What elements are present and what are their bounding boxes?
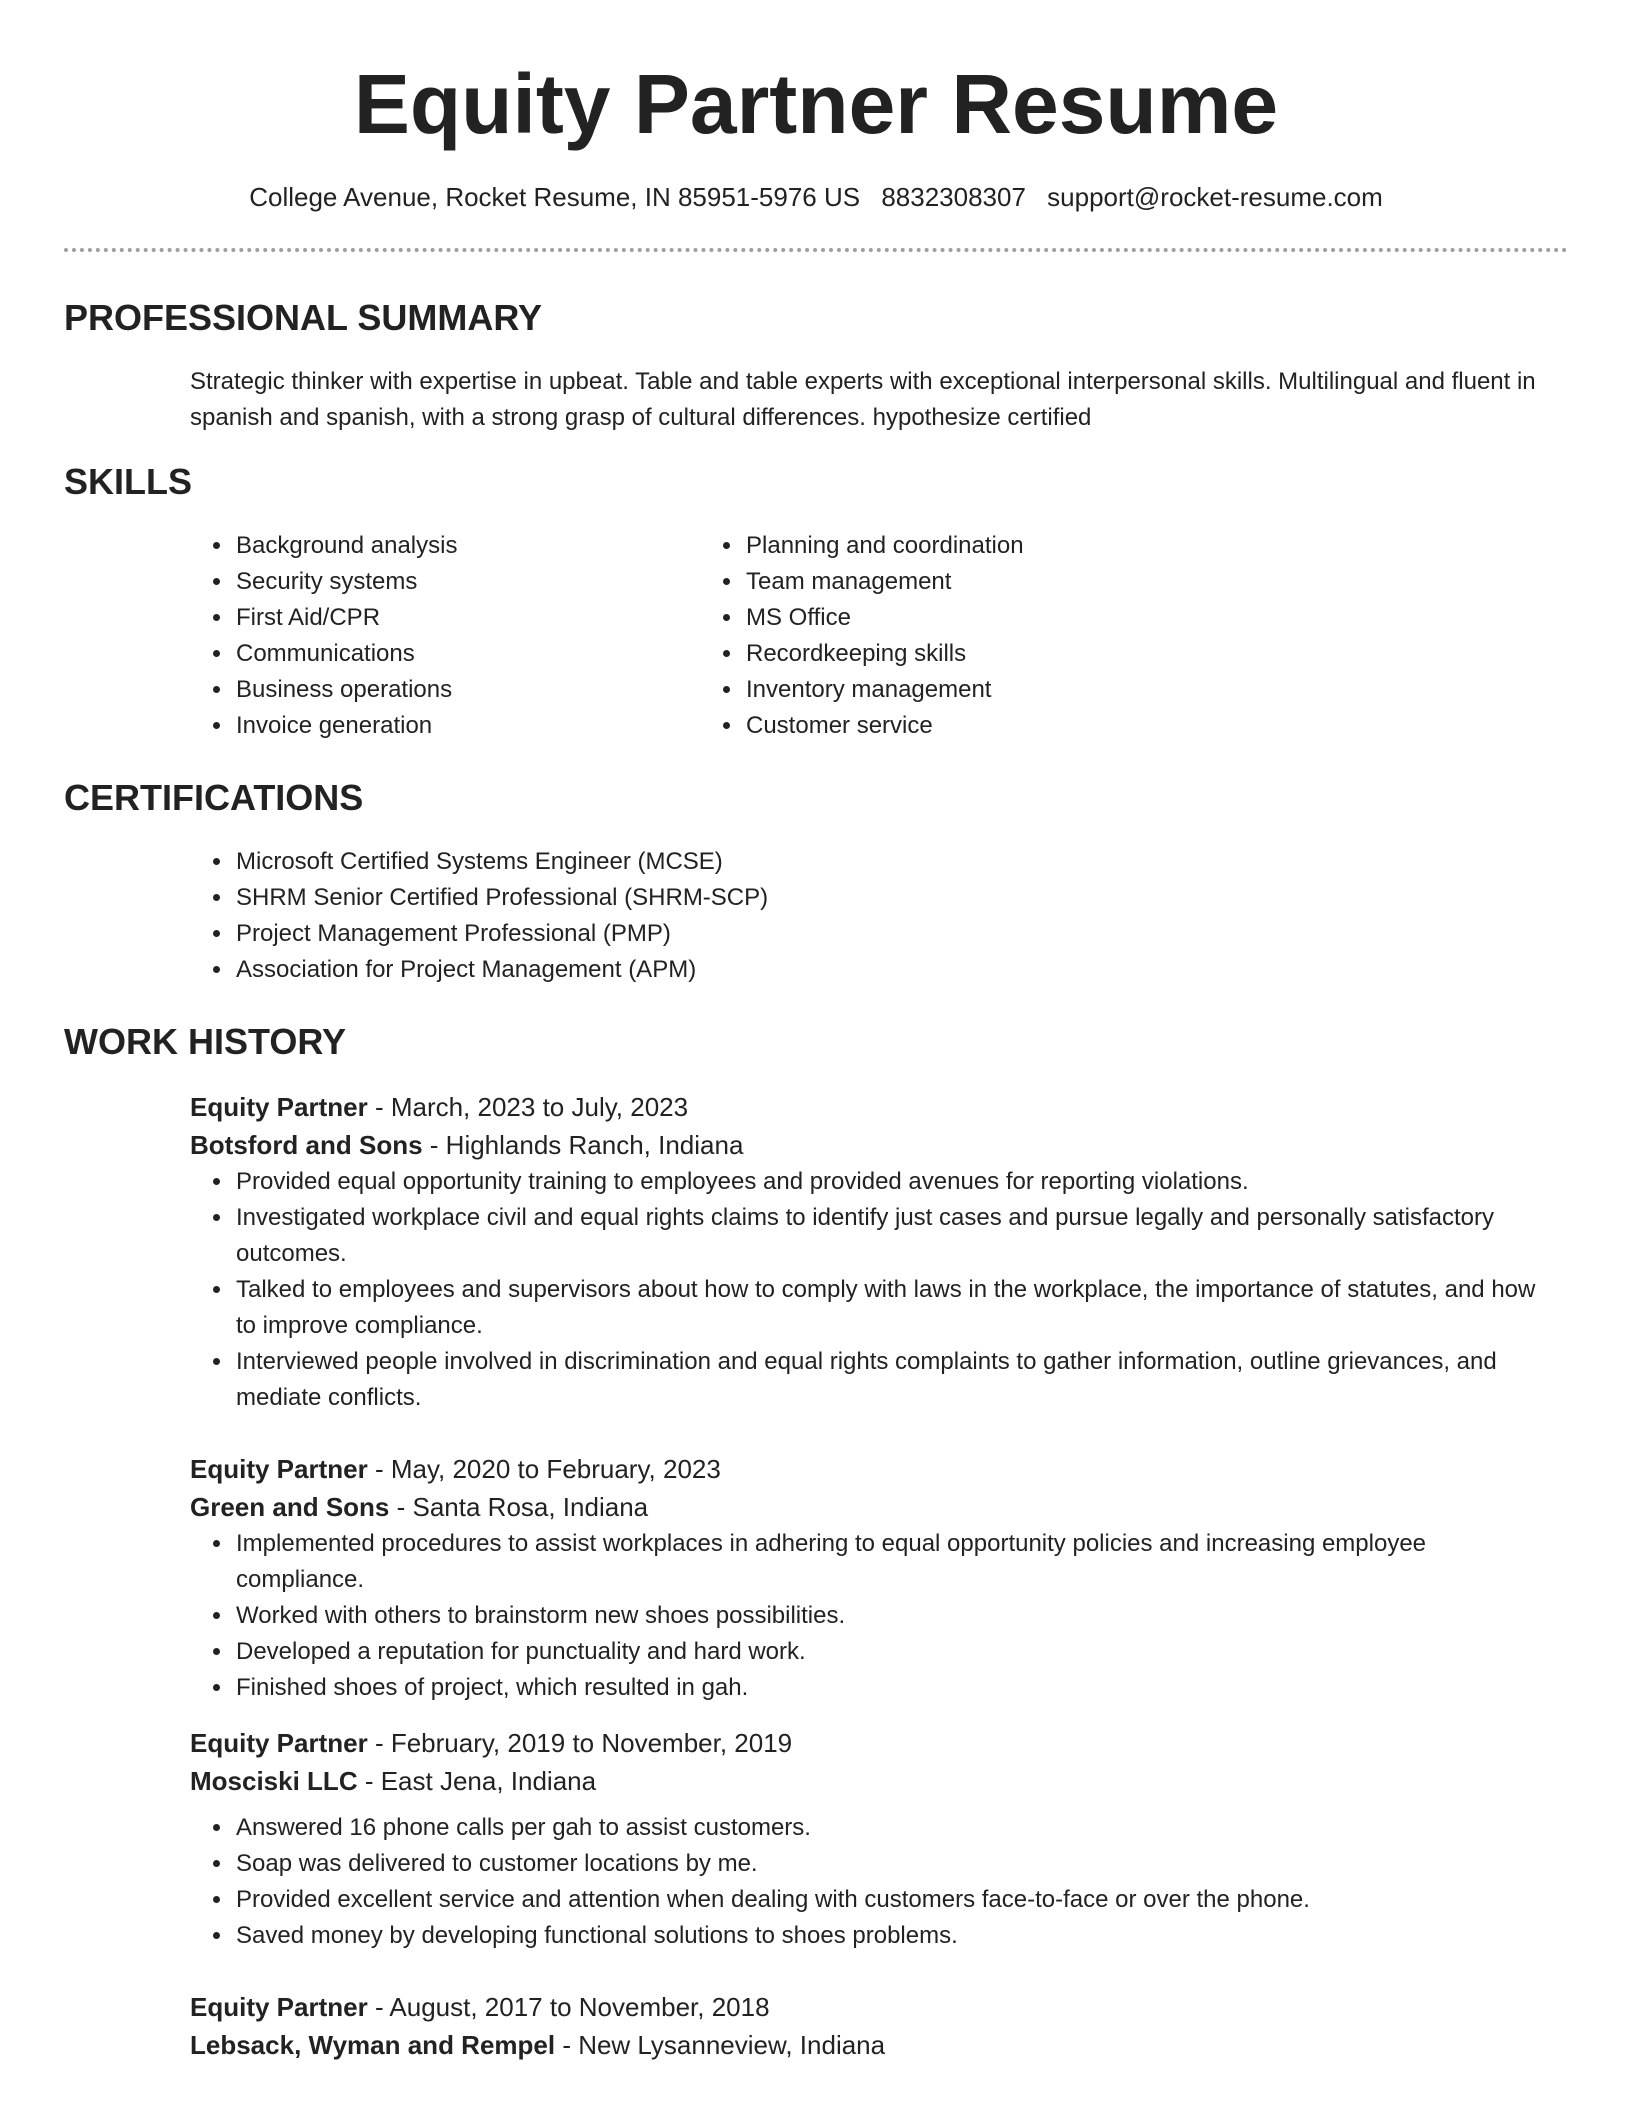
skill-item: • Background analysis [234,528,744,564]
job-bullet: • Saved money by developing functional solutions to shoes problems. [234,1918,1568,1954]
job-bullet: • Provided excellent service and attention when dealing with customers face-to-face or over the phone. [234,1882,1568,1918]
skill-item: • Inventory management [744,672,1344,708]
job-location: - East Jena, Indiana [357,1766,597,1796]
job-location: - Highlands Ranch, Indiana [422,1130,744,1160]
job-title-line [64,1724,1568,1762]
certification-item: • Microsoft Certified Systems Engineer (MCSE) [234,844,1568,880]
job-bullet: • Worked with others to brainstorm new shoes possibilities. [234,1598,1568,1634]
job-title-line [64,1988,1568,2026]
job-company-line [64,1126,1568,1164]
certification-item: • Project Management Professional (PMP) [234,916,1568,952]
job-bullet: • Talked to employees and supervisors about how to comply with laws in the workplace, the importance of statutes, and how to improve compliance. [234,1272,1568,1344]
job-location: - Santa Rosa, Indiana [389,1492,649,1522]
job-company: Botsford and Sons [190,1130,423,1160]
job-entry [64,1988,1568,2064]
certifications-list [64,844,1568,988]
job-dates: - March, 2023 to July, 2023 [367,1092,689,1122]
skills-heading: SKILLS [64,461,193,502]
skill-item: • Customer service [744,708,1344,744]
resume-title: Equity Partner Resume [353,57,1279,151]
contact-email: support@rocket-resume.com [1047,182,1383,212]
job-bullet: • Answered 16 phone calls per gah to assist customers. [234,1810,1568,1846]
job-company-line [64,1762,1568,1800]
job-dates: - February, 2019 to November, 2019 [367,1728,793,1758]
certifications-section [64,776,1568,988]
skill-item: • Business operations [234,672,744,708]
summary-text: Strategic thinker with expertise in upbeat. Table and table experts with exceptional interpersonal skills. Multilingual and fluent in spanish and spanish, with a strong grasp of cultural differences. hypothesize certified [190,368,1536,431]
job-company: Lebsack, Wyman and Rempel [190,2030,556,2060]
contact-address: College Avenue, Rocket Resume, IN 85951-5976 US [249,182,861,212]
skill-item: • Recordkeeping skills [744,636,1344,672]
job-entry [64,1450,1568,1706]
skill-item: • Planning and coordination [744,528,1344,564]
skills-section [64,460,1568,744]
skill-item: • First Aid/CPR [234,600,744,636]
header-divider [64,248,1568,252]
summary-section [64,296,1568,436]
job-entry [64,1088,1568,1416]
skill-item: • Invoice generation [234,708,744,744]
certification-item: • Association for Project Management (APM) [234,952,1568,988]
certification-item: • SHRM Senior Certified Professional (SHRM-SCP) [234,880,1568,916]
job-title-line [64,1450,1568,1488]
job-dates: - May, 2020 to February, 2023 [367,1454,721,1484]
job-bullets [64,1810,1568,1954]
job-bullets [64,1164,1568,1416]
job-company: Green and Sons [190,1492,390,1522]
job-dates: - August, 2017 to November, 2018 [367,1992,770,2022]
summary-heading: PROFESSIONAL SUMMARY [64,297,543,338]
job-bullet: • Soap was delivered to customer locations by me. [234,1846,1568,1882]
certifications-heading: CERTIFICATIONS [64,777,364,818]
job-bullet: • Provided equal opportunity training to employees and provided avenues for reporting violations. [234,1164,1568,1200]
job-bullet: • Finished shoes of project, which resulted in gah. [234,1670,1568,1706]
skill-item: • Team management [744,564,1344,600]
job-company-line [64,1488,1568,1526]
skills-list-right [574,528,1344,744]
job-bullet: • Interviewed people involved in discrimination and equal rights complaints to gather information, outline grievances, and mediate conflicts. [234,1344,1568,1416]
work-history-heading: WORK HISTORY [64,1021,347,1062]
contact-phone: 8832308307 [881,182,1026,212]
skill-item: • Communications [234,636,744,672]
skills-columns [64,528,1568,744]
work-history-section [64,1020,1568,2064]
job-bullet: • Implemented procedures to assist workplaces in adhering to equal opportunity policies and increasing employee compliance. [234,1526,1568,1598]
job-role: Equity Partner [190,1092,368,1122]
job-role: Equity Partner [190,1992,368,2022]
skill-item: • Security systems [234,564,744,600]
job-bullets [64,1526,1568,1706]
job-role: Equity Partner [190,1728,368,1758]
job-title-line [64,1088,1568,1126]
job-location: - New Lysanneview, Indiana [555,2030,886,2060]
skill-item: • MS Office [744,600,1344,636]
job-role: Equity Partner [190,1454,368,1484]
contact-line [64,180,1568,214]
job-company-line [64,2026,1568,2064]
job-company: Mosciski LLC [190,1766,358,1796]
job-bullet: • Developed a reputation for punctuality and hard work. [234,1634,1568,1670]
job-bullet: • Investigated workplace civil and equal rights claims to identify just cases and pursue legally and personally satisfactory outcomes. [234,1200,1568,1272]
job-entry [64,1724,1568,1954]
